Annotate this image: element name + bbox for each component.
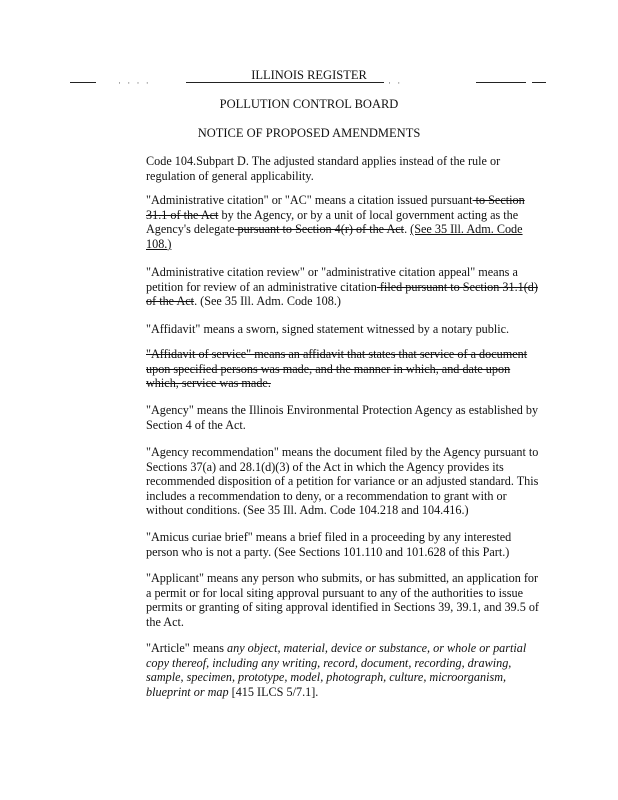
- text-run: "Administrative citation" or "AC" means a citation issued pursuant: [146, 193, 473, 207]
- paragraph: [146, 571, 546, 629]
- text-run: "Article" means: [146, 641, 228, 655]
- board-title: POLLUTION CONTROL BOARD: [219, 97, 399, 111]
- header-dots-left: · · · ·: [118, 78, 151, 88]
- text-run: Code 104.Subpart D. The adjusted standard applies instead of the rule or regulation of general applicability.: [146, 154, 501, 183]
- text-run: [415 ILCS 5/7.1].: [228, 684, 319, 699]
- text-run: "Affidavit" means a sworn, signed statement witnessed by a notary public.: [146, 322, 510, 336]
- paragraph: [146, 403, 546, 432]
- paragraph: [146, 530, 546, 559]
- paragraph: [146, 265, 546, 309]
- text-run: "Applicant" means any person who submits, or has submitted, an application for a permit or for local siting approval pursuant to any of the authorities to issue permits or granting of siting approval identified in Sections 39, 39.1, and 39.5 of the Act.: [146, 571, 539, 629]
- text-run: pursuant to Section 4(r) of the Act: [234, 222, 405, 237]
- paragraph: [146, 154, 546, 183]
- notice-title: NOTICE OF PROPOSED AMENDMENTS: [197, 126, 421, 140]
- paragraph: [146, 193, 546, 251]
- paragraph: [146, 445, 546, 518]
- paragraph: [146, 347, 546, 391]
- text-run: (See 35 Ill. Adm. Code 108.): [146, 222, 523, 251]
- paragraph: [146, 641, 546, 699]
- text-run: "Agency recommendation" means the document filed by the Agency pursuant to Sections 37(a) and 28.1(d)(3) of the Act in which the Agency provides its recommended disposition of a petition for variance or an adjusted standard. This includes a recommendation to deny, or a recommendation to grant with or without conditions. (See 35 Ill. Adm. Code 104.218 and 104.416.): [146, 445, 539, 518]
- text-run: .: [404, 222, 411, 237]
- text-run: any object, material, device or substance, or whole or partial copy thereof, including any writing, record, document, recording, drawing, sample, specimen, prototype, model, photograph, culture, microorganism, blueprint or map: [146, 641, 527, 699]
- text-run: . (See 35 Ill. Adm. Code 108.): [194, 294, 341, 309]
- text-run: to Section 31.1 of the Act: [146, 193, 525, 222]
- text-run: filed pursuant to Section 31.1(d) of the Act: [146, 279, 538, 309]
- text-run: "Administrative citation review" or "administrative citation appeal" means a petition for review of an administrative citation: [146, 265, 518, 294]
- paragraph: [146, 322, 546, 337]
- text-run: "Affidavit of service" means an affidavit that states that service of a document upon specified persons was made, and the manner in which, and date upon which, service was made.: [146, 347, 528, 391]
- header-dots-right: · ·: [388, 78, 403, 88]
- text-run: "Amicus curiae brief" means a brief filed in a proceeding by any interested person who is not a party. (See Sections 101.110 and 101.628 of this Part.): [146, 530, 512, 559]
- text-run: "Agency" means the Illinois Environmental Protection Agency as established by Section 4 of the Act.: [146, 403, 539, 432]
- text-run: by the Agency, or by a unit of local government acting as the Agency's delegate: [146, 207, 519, 237]
- register-title: ILLINOIS REGISTER: [251, 68, 367, 82]
